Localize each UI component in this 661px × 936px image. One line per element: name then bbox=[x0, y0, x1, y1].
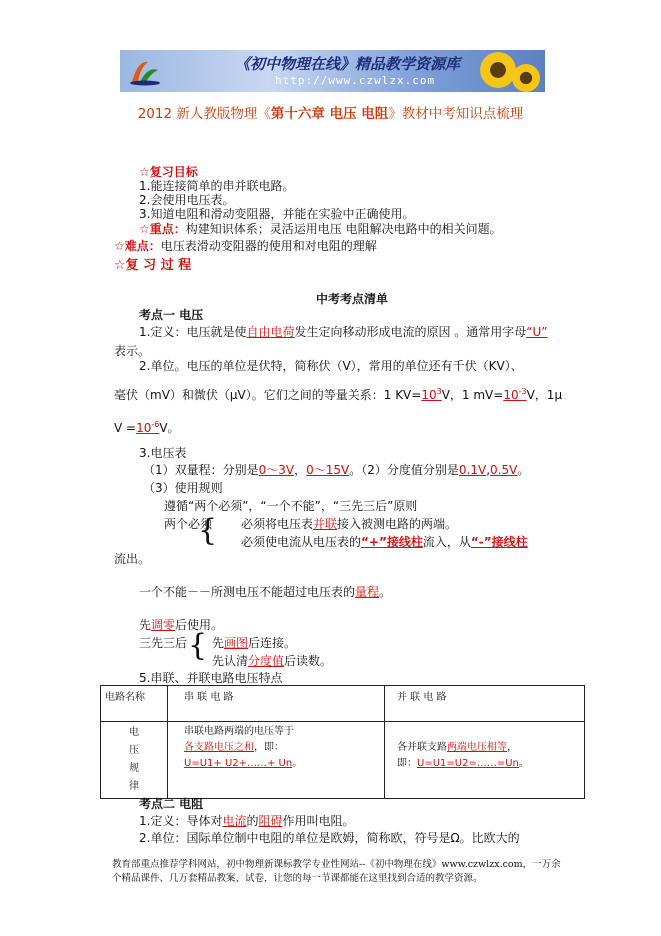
brace-icon: { bbox=[188, 628, 208, 663]
first-after-2: 先画图后连接。 bbox=[212, 636, 297, 650]
one-not-rule: 一个不能－－所测电压不能超过电压表的量程。 bbox=[139, 585, 392, 599]
sunflower-icon bbox=[480, 52, 516, 88]
page-footer: 教育部重点推荐学科网站，初中物理新课标教学专业性网站--《初中物理在线》www.czwlzx.com，一万余 个精品课件、几万套精品教案、试卷，让您的每一节课都能在这里找到合适的教学资源。 bbox=[112, 859, 561, 884]
voltage-unit-micro: $V =10^{-6}V$。 bbox=[114, 420, 180, 435]
usage-principle: 遵循“两个必须”，“一个不能”，“三先三后”原则 bbox=[164, 499, 418, 513]
table-header-series: 串 联 电 路 bbox=[168, 686, 385, 722]
usage-rules-heading: （3）使用规则 bbox=[143, 481, 223, 495]
table-cell-series: 串联电路两端的电压等于 各支路电压之和，即： U=U1+ U2+……+ Un。 bbox=[168, 722, 385, 799]
page-title: 2012 新人教版物理《第十六章 电压 电阻》教材中考知识点梳理 bbox=[137, 106, 524, 122]
brace-icon: { bbox=[198, 513, 218, 548]
resistance-definition: 1.定义：导体对电流的阻碍作用叫电阻。 bbox=[139, 814, 355, 828]
goal-item: 2.会使用电压表。 bbox=[139, 193, 235, 207]
table-row-label: 电压规律 bbox=[101, 722, 168, 799]
voltage-unit-relation: 毫伏（mV）和微伏（μV）。它们之间的等量关系：1 $KV=10^3V$，1 $mV=10^{-3}V$，1μ bbox=[114, 387, 563, 402]
goal-item: 3.知道电阻和滑动变阻器，并能在实验中正确使用。 bbox=[139, 207, 415, 221]
series-parallel-heading: 5.串联、并联电路电压特点 bbox=[139, 671, 283, 685]
key-point: ☆重点：构建知识体系；灵活运用电压 电阻解决电路中的相关问题。 bbox=[139, 222, 502, 236]
table-header-parallel: 并 联 电 路 bbox=[385, 686, 585, 722]
difficult-point: ☆难点：电压表滑动变阻器的使用和对电阻的理解 bbox=[114, 239, 377, 253]
two-must-label: 两个必须 bbox=[164, 517, 213, 531]
point2-heading: 考点二 电阻 bbox=[139, 797, 204, 811]
must-rule-1: 必须将电压表并联接入被测电路的两端。 bbox=[241, 517, 458, 531]
first-after-3: 先认清分度值后读数。 bbox=[212, 654, 333, 668]
must-rule-2: 必须使电流从电压表的“+”接线柱流入，从“-”接线柱 bbox=[241, 535, 528, 549]
goal-heading: ☆复习目标 bbox=[139, 165, 198, 179]
three-first-label: 三先三后 bbox=[139, 636, 188, 650]
voltage-definition: 1.定义：电压就是使自由电荷发生定向移动形成电流的原因 。通常用字母“U” bbox=[139, 325, 548, 339]
voltage-definition-end: 表示。 bbox=[114, 344, 151, 358]
first-after-1: 先调零后使用。 bbox=[139, 618, 224, 632]
resistance-unit: 2.单位：国际单位制中电阻的单位是欧姆，简称欧，符号是Ω。比欧大的 bbox=[139, 831, 520, 845]
banner-title: 《初中物理在线》精品教学资源库 bbox=[235, 55, 461, 73]
banner-url: http://www.czwlzx.com bbox=[275, 74, 436, 87]
logo-icon bbox=[128, 56, 162, 86]
process-heading: ☆复 习 过 程 bbox=[114, 258, 192, 273]
sunflower-icon bbox=[512, 64, 540, 92]
list-title: 中考考点清单 bbox=[316, 292, 389, 306]
voltmeter-heading: 3.电压表 bbox=[139, 446, 187, 460]
voltage-unit: 2.单位。电压的单位是伏特，简称伏（V），常用的单位还有千伏（KV）、 bbox=[139, 359, 523, 373]
table-header-name: 电路名称 bbox=[101, 686, 168, 722]
must-rule-2-end: 流出。 bbox=[114, 552, 151, 566]
table-cell-parallel: 各并联支路两端电压相等， 即：U=U1=U2=……=Un。 bbox=[385, 722, 585, 799]
point1-heading: 考点一 电压 bbox=[139, 308, 204, 322]
voltage-rule-table bbox=[100, 685, 585, 799]
voltmeter-range: （1）双量程：分别是0～3V，0～15V。（2）分度值分别是0.1V,0.5V。 bbox=[143, 463, 530, 477]
goal-item: 1.能连接简单的串并联电路。 bbox=[139, 179, 295, 193]
header-banner bbox=[120, 50, 545, 92]
